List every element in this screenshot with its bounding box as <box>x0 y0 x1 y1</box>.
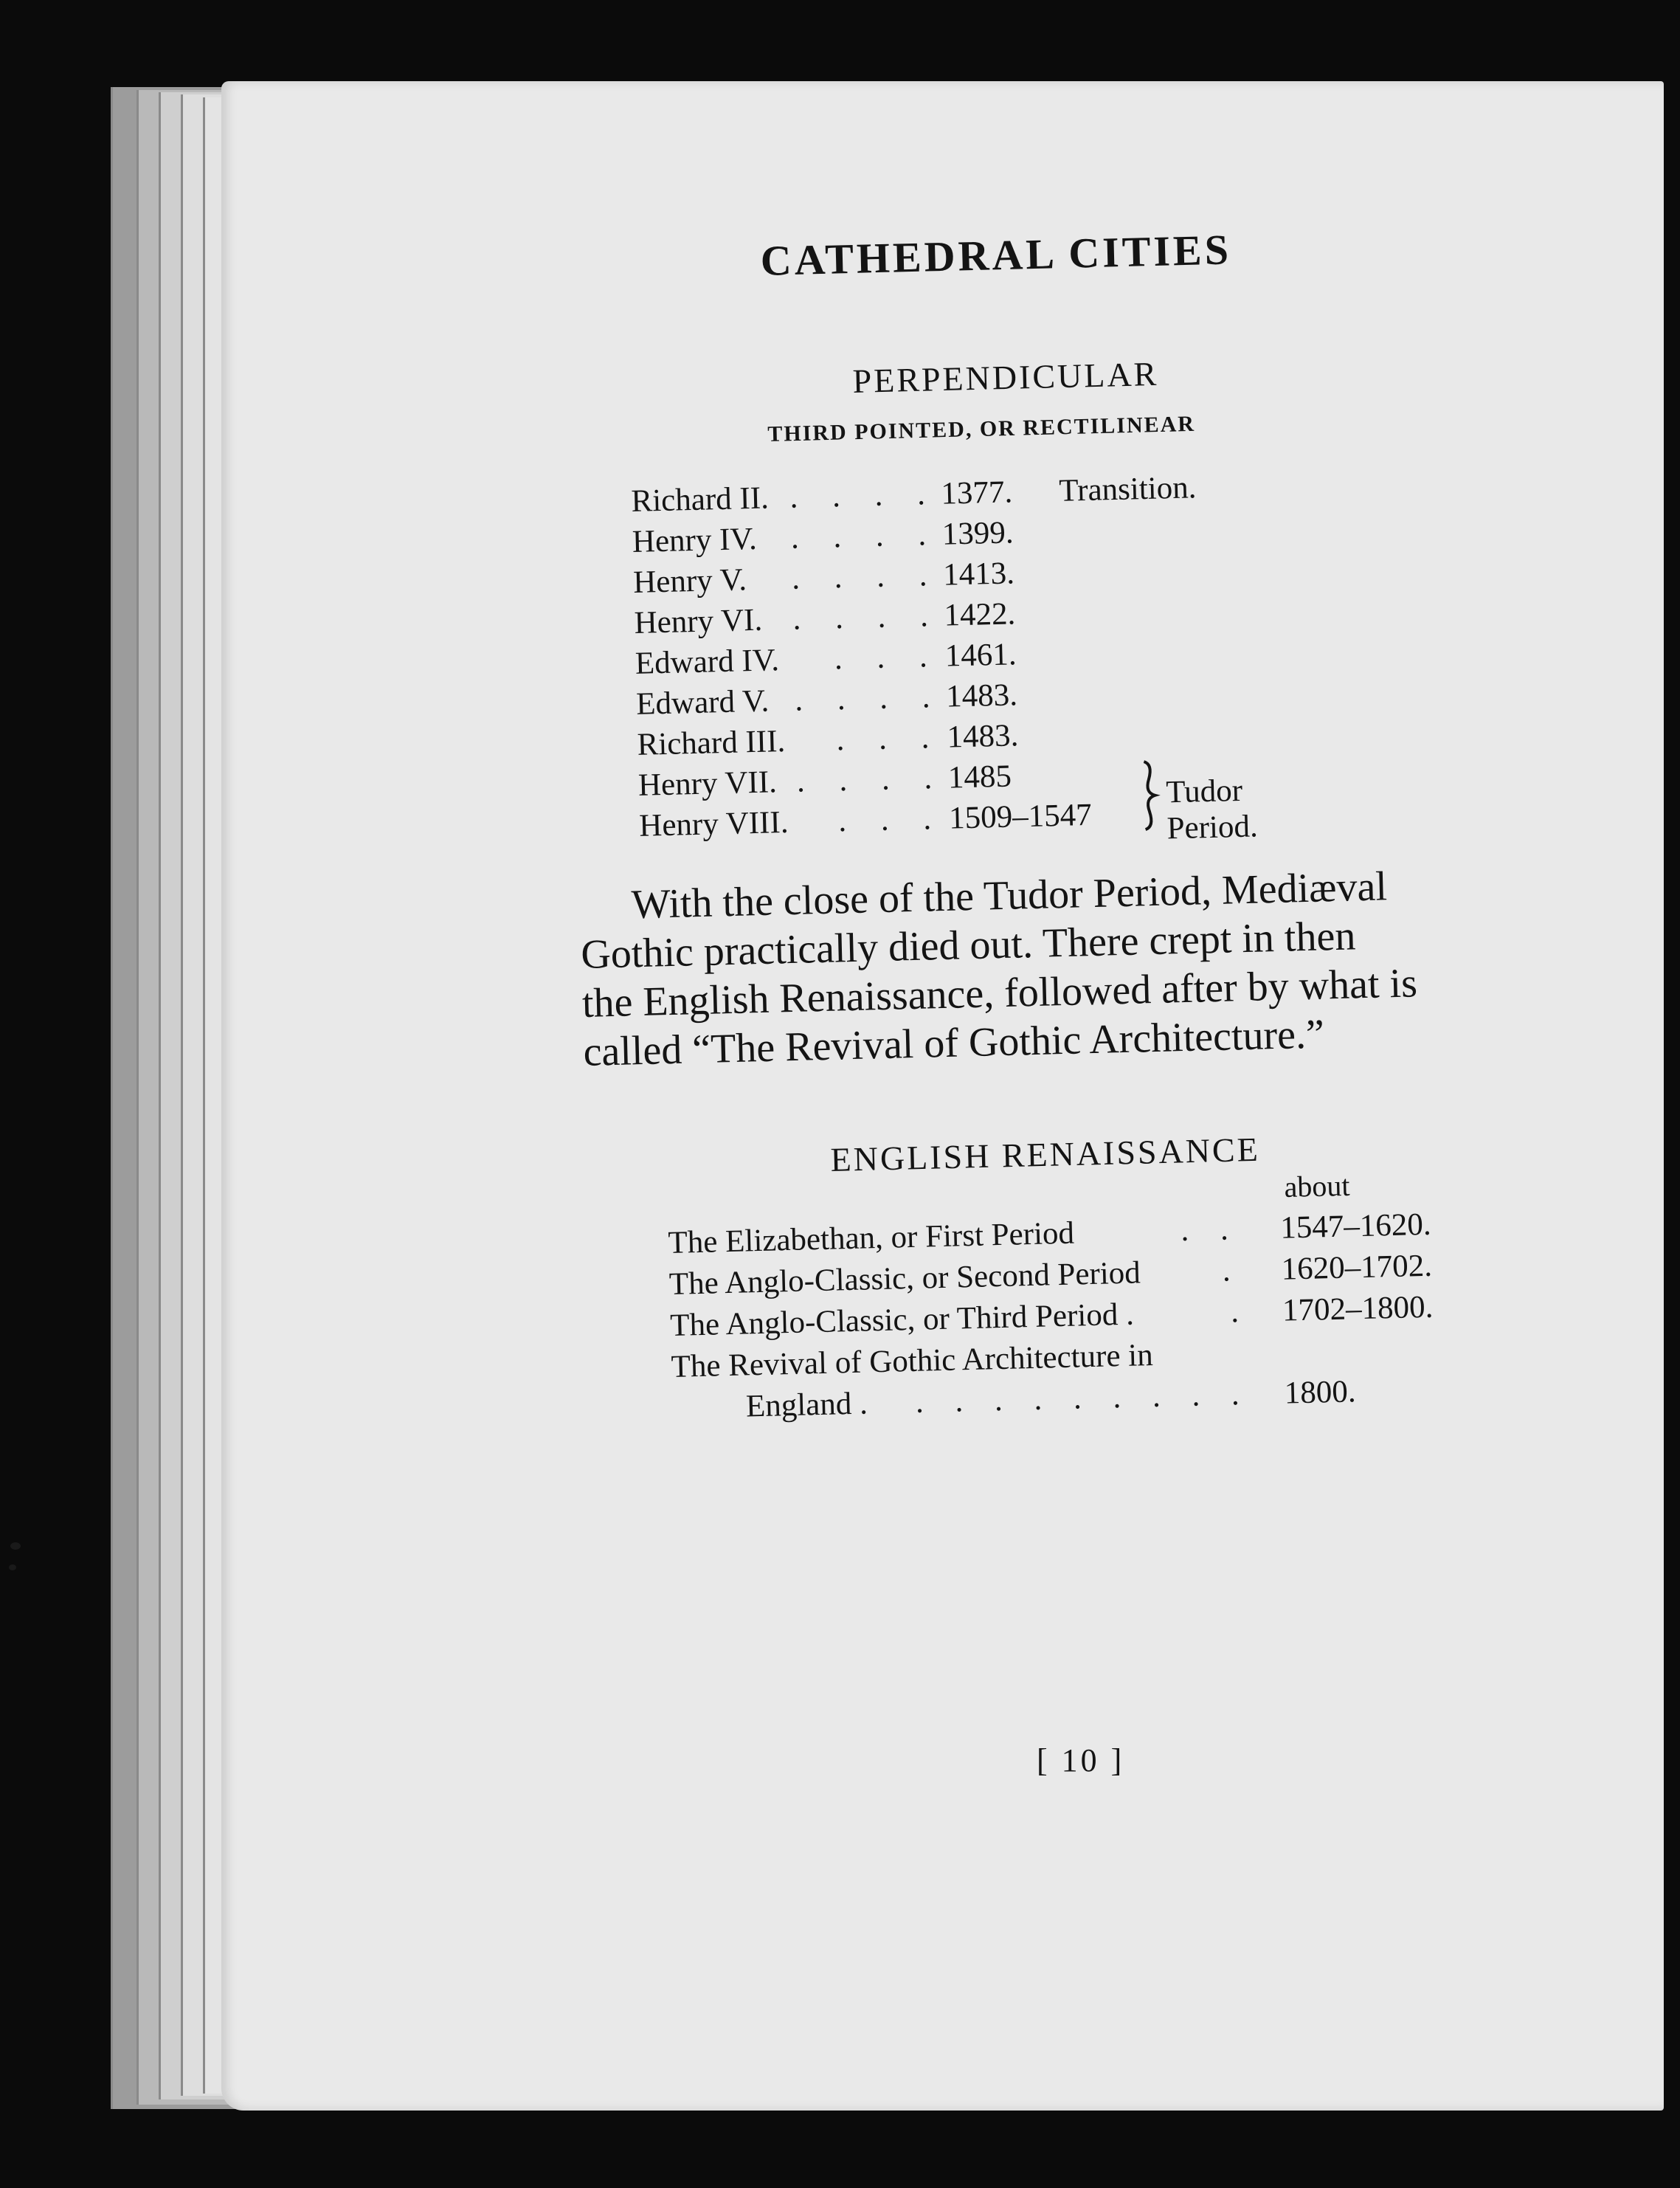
running-title: CATHEDRAL CITIES <box>760 225 1232 285</box>
reign-row <box>631 470 1197 523</box>
about-label: about <box>1284 1168 1350 1204</box>
reign-name: Henry VII. <box>637 765 778 803</box>
reign-name: Henry IV. <box>632 521 758 559</box>
paragraph-line: the English Renaissance, followed after by what is <box>581 960 1418 1026</box>
leader-dots: . . . . <box>790 517 940 556</box>
paragraph-line: With the close of the Tudor Period, Mediæval <box>631 863 1388 928</box>
reign-name: Richard II. <box>631 480 770 519</box>
period-name: The Revival of Gothic Architecture in <box>671 1337 1154 1384</box>
reign-year: 1461. <box>944 637 1017 674</box>
paragraph-line: called “The Revival of Gothic Architecture.” <box>582 1011 1325 1075</box>
period-date: 1547–1620. <box>1279 1207 1432 1246</box>
reign-year: 1413. <box>942 556 1015 593</box>
section-subtitle: THIRD POINTED, OR RECTILINEAR <box>767 411 1196 446</box>
reign-year: 1399. <box>941 515 1014 552</box>
leader-dots: . . <box>1180 1212 1241 1249</box>
reign-name: Henry V. <box>632 562 747 600</box>
leader-dots: . . . . . . . . . <box>915 1376 1252 1420</box>
leader-dots: . . . <box>837 801 945 839</box>
period-date: 1800. <box>1284 1374 1357 1411</box>
reign-year: 1483. <box>945 677 1018 714</box>
reign-name: Henry VI. <box>634 602 763 641</box>
reign-row <box>632 556 1015 604</box>
reign-year: 1485 <box>947 759 1012 796</box>
reign-note: Transition. <box>1058 470 1197 508</box>
reign-row <box>635 677 1018 726</box>
section-title-english-renaissance: ENGLISH RENAISSANCE <box>830 1130 1261 1178</box>
period-name: The Anglo-Classic, or Second Period <box>668 1255 1141 1302</box>
reign-row <box>638 797 1093 848</box>
reign-year: 1509–1547 <box>948 797 1093 836</box>
reign-name: Edward V. <box>635 683 770 722</box>
leader-dots: . . . . <box>789 476 939 515</box>
period-name: The Elizabethan, or First Period <box>668 1215 1075 1260</box>
reign-row <box>634 596 1016 645</box>
leader-dots: . . . . <box>792 598 942 637</box>
reign-name: Richard III. <box>637 724 786 762</box>
leader-dots: . . . <box>834 638 941 677</box>
period-name: England . <box>745 1386 868 1424</box>
section-title-perpendicular: PERPENDICULAR <box>852 354 1159 400</box>
reign-year: 1483. <box>946 718 1019 755</box>
scan-speck <box>9 1564 16 1570</box>
period-row <box>669 1289 1434 1349</box>
reign-name: Henry VIII. <box>638 804 789 843</box>
page-number: [ 10 ] <box>1037 1742 1125 1778</box>
curly-brace <box>1138 759 1161 833</box>
period-row <box>668 1248 1433 1308</box>
leader-dots: . <box>1230 1294 1251 1330</box>
reign-row <box>637 759 1012 807</box>
reign-year: 1377. <box>940 474 1013 511</box>
reign-year: 1422. <box>943 596 1016 633</box>
paragraph-line: Gothic practically died out. There crept in then <box>580 913 1357 978</box>
leader-dots: . . . <box>836 719 943 758</box>
period-date: 1702–1800. <box>1282 1289 1434 1328</box>
leader-dots: . . . . <box>794 679 944 718</box>
body-paragraph <box>579 860 1498 1077</box>
leader-dots: . . . . <box>796 760 946 799</box>
period-date: 1620–1702. <box>1281 1248 1433 1287</box>
period-name: The Anglo-Classic, or Third Period . <box>669 1297 1135 1343</box>
leader-dots: . <box>1222 1253 1243 1288</box>
tudor-period-note: Tudor Period. <box>1165 773 1259 846</box>
scan-speck <box>10 1542 21 1550</box>
reign-name: Edward IV. <box>635 643 780 681</box>
leader-dots: . . . . <box>791 557 941 596</box>
